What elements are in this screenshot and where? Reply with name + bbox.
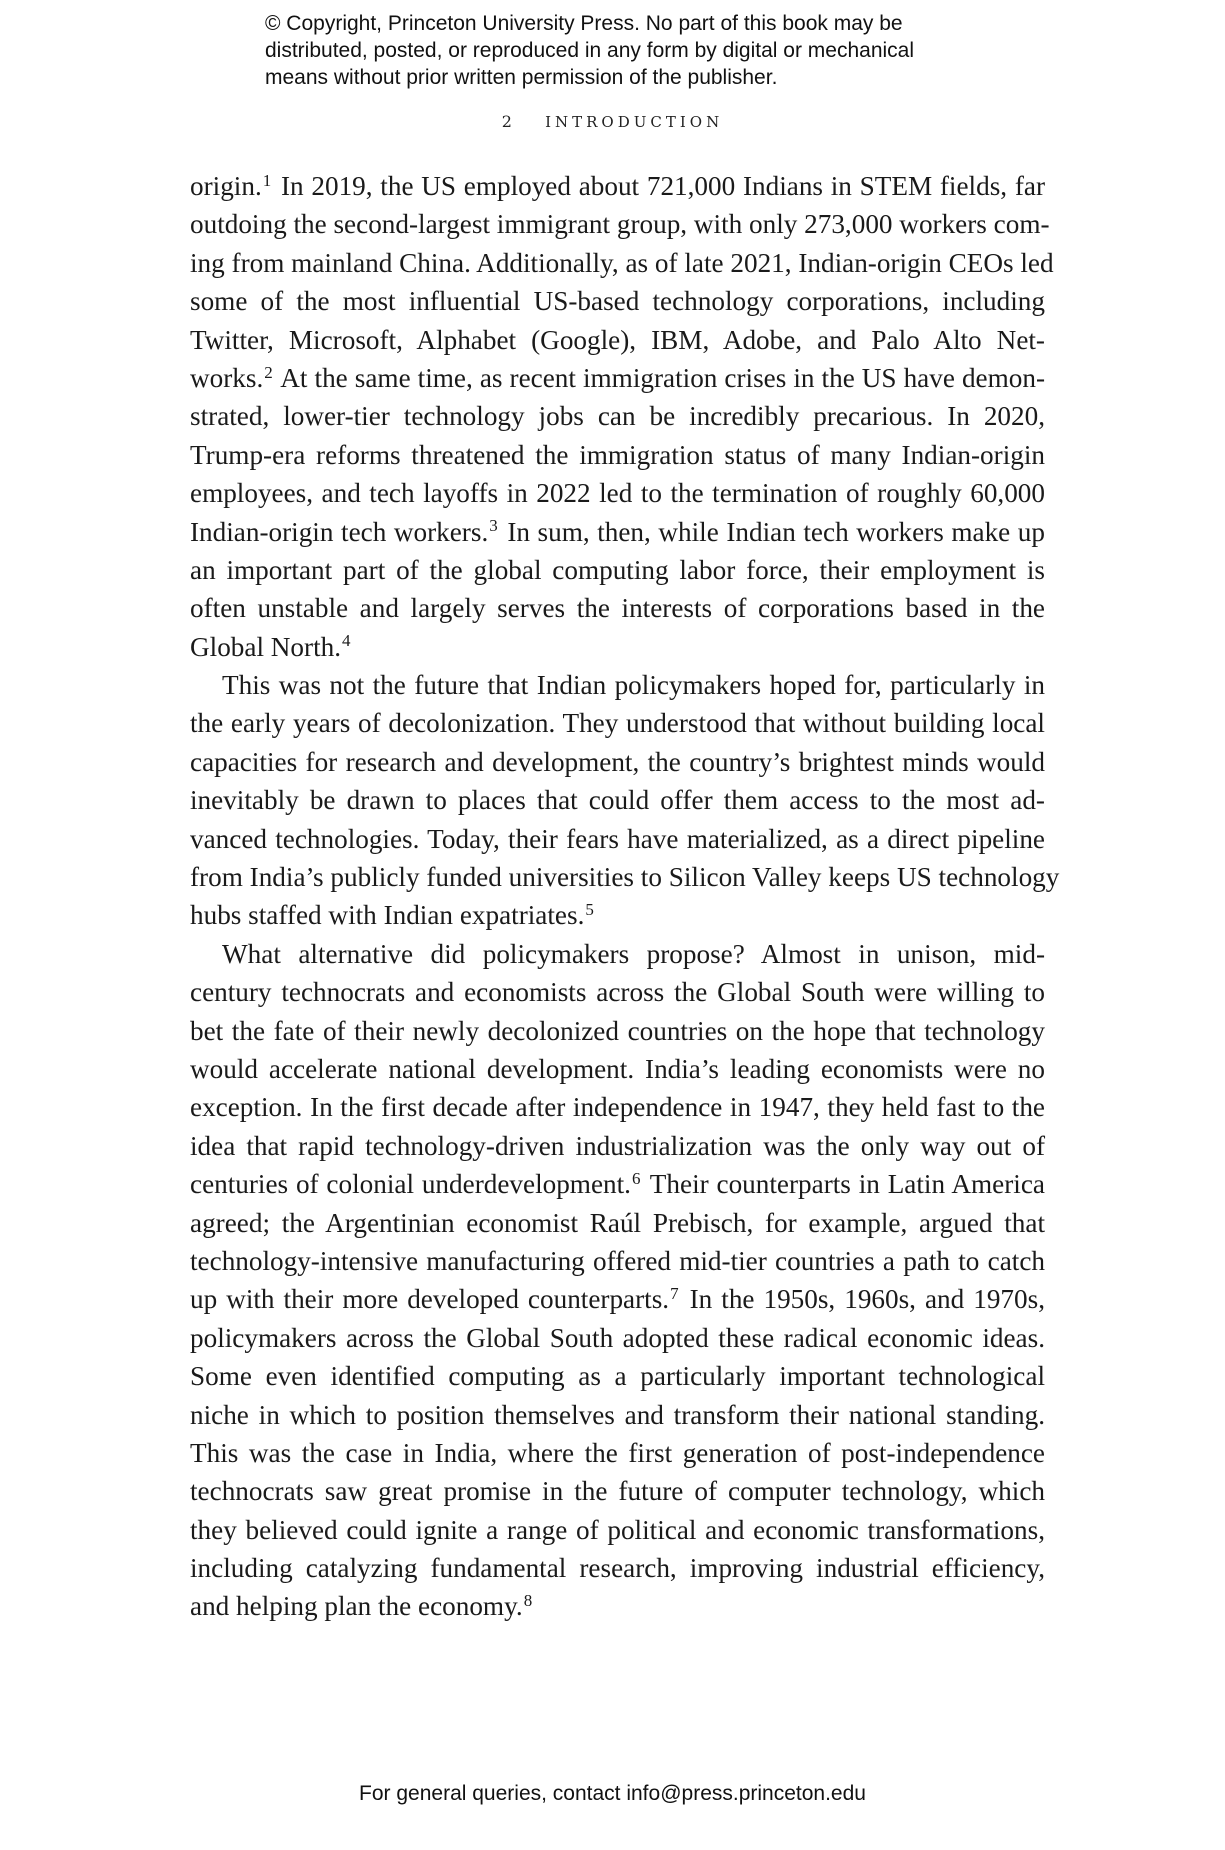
page-number: 2 bbox=[501, 112, 515, 131]
text-line: some of the most influential US-based technology corporations, including bbox=[190, 286, 1045, 317]
text-line: bet the fate of their newly decolonized countries on the hope that technology bbox=[190, 1015, 1045, 1046]
copyright-notice bbox=[265, 10, 1025, 91]
copyright-line: © Copyright, Princeton University Press. No part of this book may be bbox=[265, 12, 903, 35]
text-line: technocrats saw great promise in the future of computer technology, which bbox=[190, 1476, 1045, 1507]
text-line: employees, and tech layoffs in 2022 led to the termination of roughly 60,000 bbox=[190, 478, 1045, 509]
running-head bbox=[0, 112, 1225, 131]
body-text bbox=[190, 167, 1060, 1626]
text-line: often unstable and largely serves the interests of corporations based in the bbox=[190, 593, 1045, 624]
text-line: they believed could ignite a range of political and economic transformations, bbox=[190, 1514, 1045, 1545]
text-line: ing from mainland China. Additionally, as of late 2021, Indian-origin CEOs led bbox=[190, 247, 1054, 278]
text-line: technology-intensive manufacturing offered mid-tier countries a path to catch bbox=[190, 1245, 1045, 1276]
text-line: capacities for research and development, the country’s brightest minds would bbox=[190, 746, 1045, 777]
text-line: would accelerate national development. India’s leading economists were no bbox=[190, 1053, 1045, 1084]
text-line: policymakers across the Global South adopted these radical economic ideas. bbox=[190, 1322, 1045, 1353]
copyright-line: distributed, posted, or reproduced in any form by digital or mechanical bbox=[265, 39, 915, 62]
text-line: Trump-era reforms threatened the immigration status of many Indian-origin bbox=[190, 439, 1045, 470]
footnote-marker: 4 bbox=[342, 631, 351, 651]
paragraph bbox=[190, 666, 1060, 935]
text-line: an important part of the global computing labor force, their employment is bbox=[190, 554, 1045, 585]
text-line: the early years of decolonization. They understood that without building local bbox=[190, 708, 1045, 739]
text-line: up with their more developed counterparts.$^7$ In the 1950s, 1960s, and 1970s, bbox=[190, 1283, 1045, 1315]
text-line: inevitably be drawn to places that could offer them access to the most ad- bbox=[190, 785, 1045, 816]
text-line: Some even identified computing as a particularly important technological bbox=[190, 1361, 1045, 1392]
footer-contact: For general queries, contact info@press.princeton.edu bbox=[359, 1782, 866, 1805]
text-line: agreed; the Argentinian economist Raúl Prebisch, for example, argued that bbox=[190, 1207, 1045, 1238]
text-line: vanced technologies. Today, their fears have materialized, as a direct pipeline bbox=[190, 823, 1045, 854]
text-line: idea that rapid technology-driven industrialization was the only way out of bbox=[190, 1130, 1045, 1161]
text-line: works.$^2$ At the same time, as recent immigration crises in the US have demon- bbox=[190, 362, 1045, 393]
text-line: from India’s publicly funded universities to Silicon Valley keeps US technology bbox=[190, 862, 1060, 893]
copyright-line: means without prior written permission of the publisher. bbox=[265, 66, 778, 89]
text-line: This was the case in India, where the first generation of post-independence bbox=[190, 1437, 1045, 1468]
text-line: strated, lower-tier technology jobs can be incredibly precarious. In 2020, bbox=[190, 401, 1045, 432]
text-line: outdoing the second-largest immigrant group, with only 273,000 workers com- bbox=[190, 209, 1050, 240]
paragraph bbox=[190, 935, 1045, 1626]
text-line: This was not the future that Indian policymakers hoped for, particularly in bbox=[222, 670, 1045, 701]
text-line: hubs staffed with Indian expatriates.$^5$ bbox=[190, 900, 594, 931]
text-line: centuries of colonial underdevelopment.$^6$ Their counterparts in Latin America bbox=[190, 1168, 1045, 1200]
text-line: What alternative did policymakers propose? Almost in unison, mid- bbox=[222, 938, 1045, 969]
text-line: Twitter, Microsoft, Alphabet (Google), IBM, Adobe, and Palo Alto Net- bbox=[190, 324, 1045, 355]
text-line: including catalyzing fundamental research, improving industrial efficiency, bbox=[190, 1553, 1045, 1584]
text-line: Global North.$^4$ bbox=[190, 631, 351, 662]
footnote-marker: 3 bbox=[489, 516, 498, 536]
paragraph bbox=[190, 167, 1054, 666]
footnote-marker: 8 bbox=[523, 1591, 533, 1611]
footnote-marker: 2 bbox=[264, 362, 273, 382]
text-line: century technocrats and economists across the Global South were willing to bbox=[190, 977, 1045, 1008]
text-line: exception. In the first decade after independence in 1947, they held fast to the bbox=[190, 1092, 1045, 1123]
footnote-marker: 5 bbox=[585, 900, 594, 920]
footnote-marker: 7 bbox=[670, 1283, 679, 1303]
text-line: and helping plan the economy.$^8$ bbox=[190, 1591, 533, 1622]
text-line: origin.$^1$ In 2019, the US employed about 721,000 Indians in STEM fields, far bbox=[190, 170, 1045, 201]
text-line: Indian-origin tech workers.$^3$ In sum, then, while Indian tech workers make up bbox=[190, 516, 1045, 547]
text-line: niche in which to position themselves and transform their national standing. bbox=[190, 1399, 1045, 1430]
footnote-marker: 1 bbox=[262, 170, 272, 190]
chapter-title: INTRODUCTION bbox=[545, 113, 724, 131]
footnote-marker: 6 bbox=[631, 1168, 641, 1188]
